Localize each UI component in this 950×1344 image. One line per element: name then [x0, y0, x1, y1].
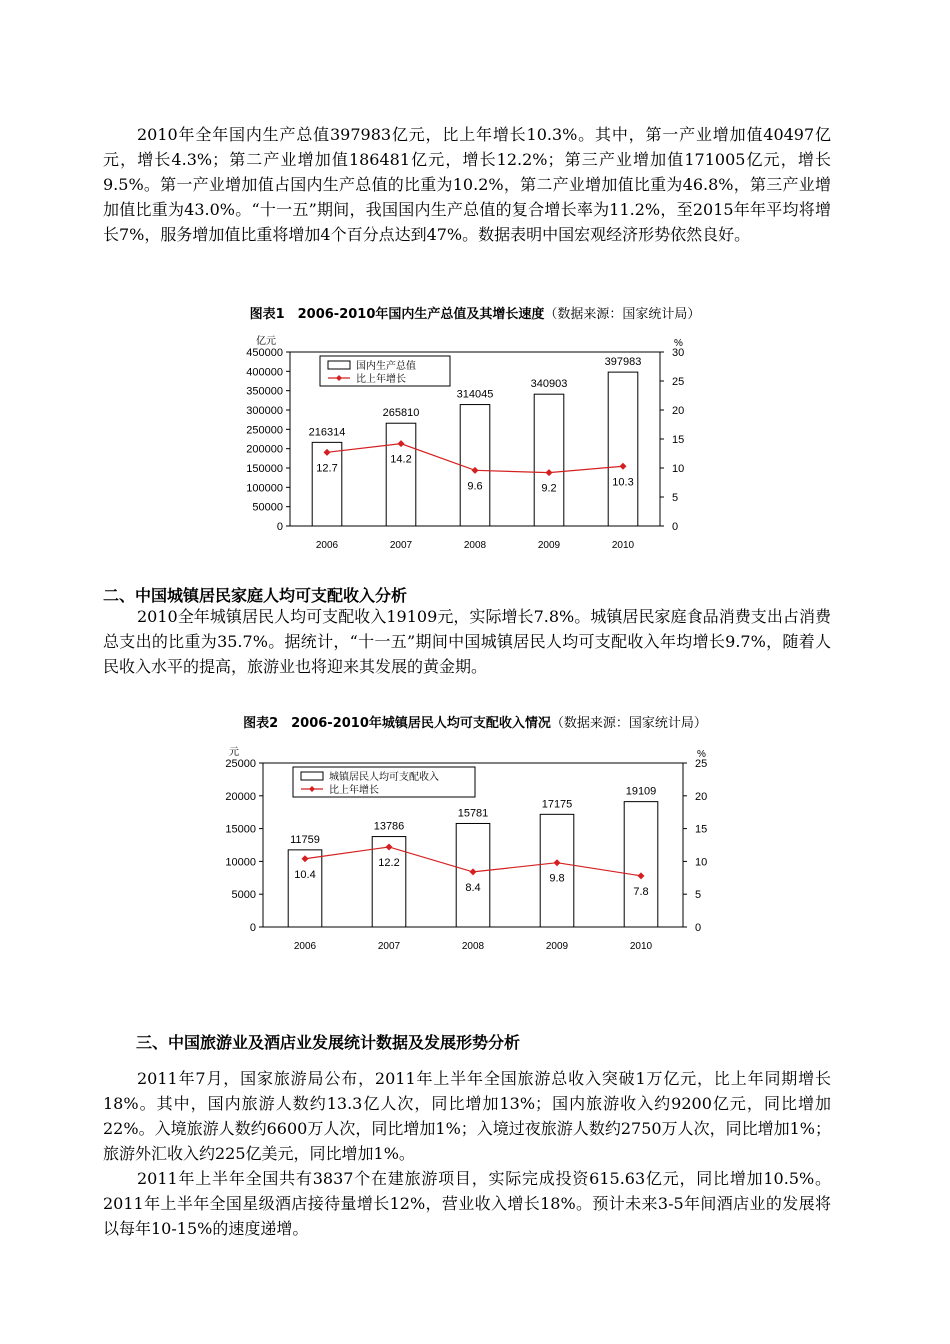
- chart-income-legend-bar-label: 城镇居民人均可支配收入: [329, 772, 439, 783]
- chart-income-category-label: 2007: [377, 941, 401, 952]
- chart-gdp-left-tick-label: 350000: [246, 385, 283, 398]
- chart-gdp-bar-value-label: 314045: [456, 388, 494, 401]
- chart-gdp-left-tick-label: 250000: [246, 424, 283, 437]
- chart-income-right-tick-label: 10: [695, 856, 708, 869]
- chart-gdp-right-tick-label: 0: [672, 521, 679, 533]
- chart-gdp-growth-value-label: 12.7: [316, 462, 338, 475]
- chart-gdp-bar: [608, 372, 638, 526]
- chart-income-right-tick-label: 20: [695, 790, 708, 803]
- chart-income-category-label: 2009: [545, 941, 569, 952]
- chart-income-left-tick-label: 20000: [225, 790, 256, 803]
- chart-gdp-bar-value-label: 340903: [530, 378, 568, 391]
- chart-income-growth-value-label: 7.8: [633, 885, 649, 898]
- chart-income-legend-line-label: 比上年增长: [329, 785, 379, 796]
- chart-income-bar-value-label: 13786: [373, 820, 405, 833]
- chart-income-growth-value-label: 10.4: [294, 868, 316, 881]
- chart-income-left-tick-label: 15000: [225, 823, 256, 836]
- chart-gdp-right-tick-label: 15: [672, 434, 685, 446]
- paragraph-tourism: 2011年7月，国家旅游局公布，2011年上半年全国旅游总收入突破1万亿元，比上年同期增长18%。其中，国内旅游人数约13.3亿人次，同比增加13%；国内旅游收入约9200亿元，同比增加22%。入境旅游人数约6600万人次，同比增加1%；入境过夜旅游人数约2750万人次，同比增加1%；旅游外汇收入约225亿美元，同比增加1%。: [103, 1069, 831, 1163]
- section-heading-income: 二、中国城镇居民家庭人均可支配收入分析: [103, 586, 408, 605]
- chart-gdp-category-label: 2008: [463, 540, 487, 551]
- chart-income-left-tick-label: 5000: [231, 889, 256, 902]
- chart-gdp-left-tick-label: 50000: [252, 501, 283, 514]
- chart1-caption: [0, 303, 950, 322]
- chart-gdp-legend-line-label: 比上年增长: [356, 374, 406, 385]
- chart-gdp-left-tick-label: 100000: [246, 482, 283, 495]
- chart-income-right-tick-label: 25: [695, 758, 708, 770]
- chart-gdp-left-tick-label: 450000: [246, 347, 283, 359]
- chart-income-left-tick-label: 0: [249, 922, 256, 934]
- chart-gdp-left-unit-label: 亿元: [256, 336, 276, 347]
- chart-income-bar: [540, 814, 574, 927]
- chart-gdp-right-unit-label: %: [674, 338, 683, 349]
- chart-gdp-growth-value-label: 10.3: [612, 476, 634, 489]
- section-heading-tourism: 三、中国旅游业及酒店业发展统计数据及发展形势分析: [136, 1033, 521, 1052]
- chart-gdp-right-tick-label: 10: [672, 463, 685, 475]
- chart-gdp-right-tick-label: 5: [672, 492, 679, 504]
- chart-income-bar: [624, 802, 658, 927]
- chart-gdp-right-tick-label: 25: [672, 376, 685, 388]
- chart-gdp-left-tick-label: 150000: [246, 463, 283, 475]
- chart-gdp-right-tick-label: 20: [672, 405, 685, 417]
- chart-income-right-tick-label: 0: [695, 922, 702, 934]
- chart-gdp-bar: [386, 423, 416, 526]
- chart-gdp-svg: [205, 322, 705, 557]
- chart1-caption-source: （数据来源：国家统计局）: [544, 307, 701, 322]
- chart-income-bar-value-label: 17175: [541, 798, 573, 811]
- chart-gdp-left-tick-label: 300000: [246, 405, 283, 417]
- chart-income-category-label: 2008: [461, 941, 485, 952]
- chart-gdp-left-tick-label: 400000: [246, 366, 283, 379]
- chart2-caption: [0, 712, 950, 731]
- chart-gdp-growth-value-label: 14.2: [390, 453, 412, 466]
- chart-income-bar-value-label: 19109: [625, 785, 657, 798]
- chart-gdp-right-tick-label: 30: [672, 347, 685, 359]
- chart-gdp-legend-bar-swatch: [328, 361, 350, 369]
- chart-income-svg: [218, 732, 728, 954]
- chart2-caption-source: （数据来源：国家统计局）: [550, 716, 707, 731]
- chart-gdp-category-label: 2007: [389, 540, 413, 551]
- chart-income-bar-value-label: 15781: [457, 807, 489, 820]
- chart-gdp-left-tick-label: 0: [276, 521, 283, 533]
- chart-gdp-bar-value-label: 216314: [308, 426, 346, 439]
- chart-income-category-label: 2010: [629, 941, 653, 952]
- chart-income-right-tick-label: 15: [695, 823, 708, 836]
- chart-gdp-growth-value-label: 9.2: [541, 482, 557, 495]
- chart-income-category-label: 2006: [293, 941, 317, 952]
- chart-income-right-tick-label: 5: [695, 889, 702, 902]
- chart-income-left-tick-label: 25000: [225, 758, 256, 770]
- paragraph-gdp: 2010年全年国内生产总值397983亿元，比上年增长10.3%。其中，第一产业增加值40497亿元，增长4.3%；第二产业增加值186481亿元，增长12.2%；第三产业增加值171005亿元，增长9.5%。第一产业增加值占国内生产总值的比重为10.2%，第二产业增加值比重为46.8%，第三产业增加值比重为43.0%。“十一五”期间，我国国内生产总值的复合增长率为11.2%，至2015年年平均将增长7%，服务增加值比重将增加4个百分点达到47%。数据表明中国宏观经济形势依然良好。: [103, 125, 831, 244]
- chart1-caption-title: 图表1 2006-2010年国内生产总值及其增长速度: [249, 307, 545, 322]
- chart-income: [218, 732, 728, 954]
- chart-income-left-unit-label: 元: [229, 747, 239, 758]
- chart-income-growth-value-label: 12.2: [378, 856, 400, 869]
- chart-income-right-unit-label: %: [697, 749, 706, 760]
- chart-gdp: [205, 322, 705, 557]
- chart-gdp-bar-value-label: 397983: [604, 356, 642, 369]
- chart-gdp-bar: [534, 394, 564, 526]
- chart-gdp-legend-bar-label: 国内生产总值: [356, 361, 416, 372]
- paragraph-income: 2010全年城镇居民人均可支配收入19109元，实际增长7.8%。城镇居民家庭食品消费支出占消费总支出的比重为35.7%。据统计，“十一五”期间中国城镇居民人均可支配收入年均增长9.7%，随着人民收入水平的提高，旅游业也将迎来其发展的黄金期。: [103, 607, 831, 676]
- chart2-caption-title: 图表2 2006-2010年城镇居民人均可支配收入情况: [243, 716, 551, 731]
- chart-gdp-bar-value-label: 265810: [382, 407, 420, 420]
- chart-income-growth-value-label: 9.8: [549, 872, 565, 885]
- paragraph-hotel: 2011年上半年全国共有3837个在建旅游项目，实际完成投资615.63亿元，同比增加10.5%。2011年上半年全国星级酒店接待量增长12%，营业收入增长18%。预计未来3-5年间酒店业的发展将以每年10-15%的速度递增。: [103, 1169, 831, 1238]
- chart-gdp-left-tick-label: 200000: [246, 443, 283, 456]
- chart-income-bar-value-label: 11759: [290, 833, 320, 846]
- chart-gdp-bar: [460, 405, 490, 526]
- chart-income-growth-value-label: 8.4: [465, 881, 481, 894]
- chart-gdp-category-label: 2009: [537, 540, 561, 551]
- chart-income-left-tick-label: 10000: [225, 856, 256, 869]
- chart-income-legend-bar-swatch: [301, 772, 323, 780]
- chart-gdp-category-label: 2006: [315, 540, 339, 551]
- chart-gdp-category-label: 2010: [611, 540, 635, 551]
- chart-gdp-growth-value-label: 9.6: [467, 480, 483, 493]
